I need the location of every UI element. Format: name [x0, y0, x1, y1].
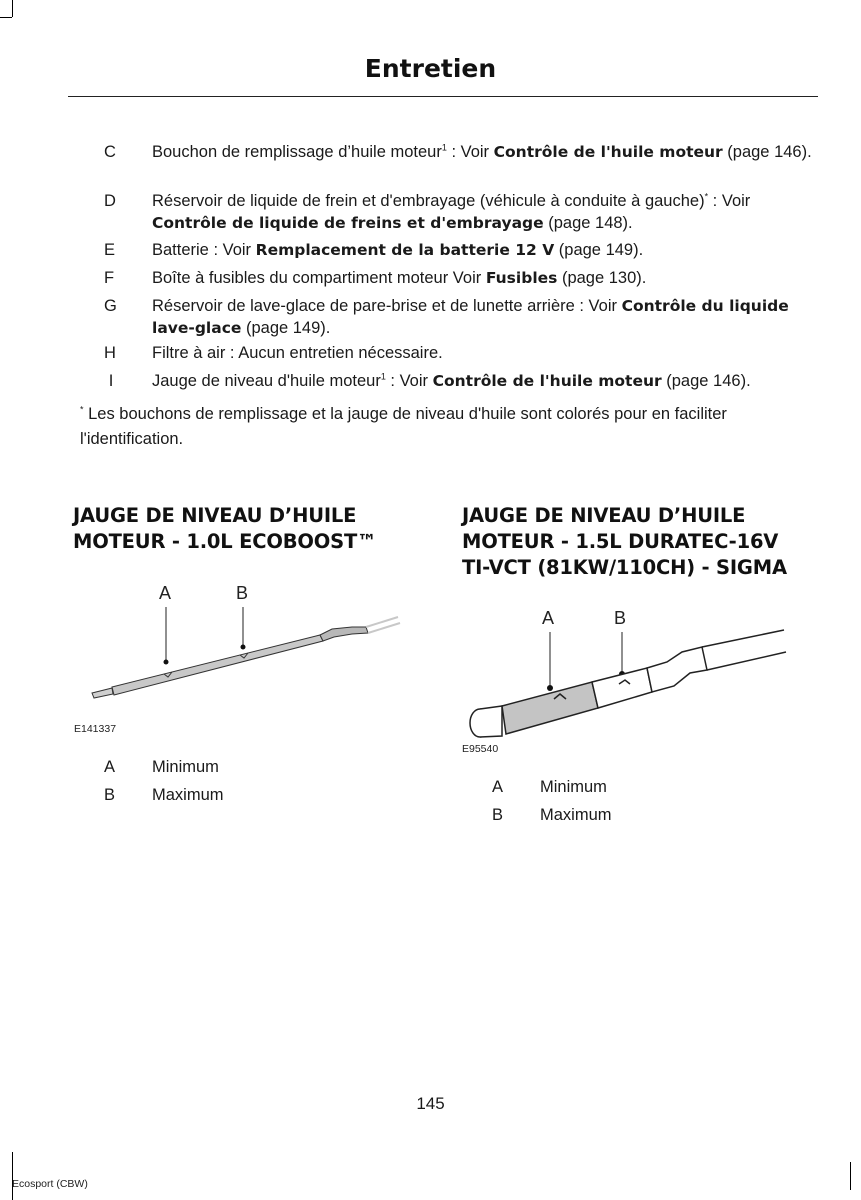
figure-legend-row: [104, 756, 404, 778]
leader-dot-b: [241, 645, 246, 650]
legend-text: [152, 141, 812, 163]
legend-text-part: (page 149).: [241, 319, 331, 337]
figure-legend-key: A: [492, 778, 504, 796]
dipstick-bend: [647, 647, 707, 692]
dipstick-tip: [92, 688, 113, 698]
legend-text-part: (page 148).: [543, 214, 633, 232]
section-title-line: MOTEUR - 1.5L DURATEC-16V: [462, 530, 779, 553]
figure-legend-value: Minimum: [540, 778, 607, 796]
legend-text: Filtre à air : Aucun entretien nécessaire.: [152, 344, 443, 362]
legend-text-part: Bouchon de remplissage d’huile moteur: [152, 143, 442, 161]
legend-key: C: [104, 143, 116, 161]
figure-legend-key: B: [492, 806, 504, 824]
header-divider: [68, 96, 818, 97]
legend-text: [152, 267, 812, 289]
figure-legend-key: A: [104, 758, 116, 776]
dipstick-blade: [112, 635, 323, 695]
cross-reference-link[interactable]: Contrôle de l'huile moteur: [493, 143, 723, 161]
cross-reference-link[interactable]: Fusibles: [485, 269, 558, 287]
page-title: Entretien: [364, 54, 497, 83]
crop-mark: [0, 17, 12, 18]
legend-key: E: [104, 241, 116, 259]
footnote-mark: *: [80, 404, 84, 415]
legend-text-part: (page 146).: [722, 143, 812, 161]
footnote-text: Les bouchons de remplissage et la jauge de niveau d'huile sont colorés pour en faciliter l'identification.: [80, 405, 727, 448]
page-number: 145: [416, 1094, 445, 1113]
cross-reference-link[interactable]: Remplacement de la batterie 12 V: [255, 241, 555, 259]
cross-reference-link[interactable]: Contrôle de l'huile moteur: [432, 372, 662, 390]
cross-reference-link[interactable]: Contrôle du liquide lave-glace: [152, 297, 789, 337]
section-title-line: TI-VCT (81KW/110CH) - SIGMA: [462, 556, 787, 579]
legend-text-part: Batterie : Voir: [152, 241, 256, 259]
footnote-ref: 1: [441, 142, 447, 153]
figure-legend-right: [492, 776, 792, 836]
dipstick-bend: [320, 627, 368, 641]
figure-legend-value: Minimum: [152, 758, 219, 776]
legend-text: [152, 190, 812, 234]
dipstick-shaft: [702, 630, 786, 670]
legend-text-part: Réservoir de liquide de frein et d'embrayage (véhicule à conduite à gauche): [152, 192, 705, 210]
figure-legend-value: Maximum: [152, 786, 224, 804]
legend-key: D: [104, 192, 116, 210]
legend-text: [152, 370, 812, 392]
dipstick-blade: [592, 668, 652, 708]
figure-code: E141337: [74, 723, 117, 735]
figure-legend-row: [104, 784, 404, 806]
leader-dot-a: [164, 660, 169, 665]
legend-key: H: [104, 344, 116, 362]
figure-code: E95540: [462, 743, 499, 755]
figure-label-a: A: [542, 608, 555, 628]
legend-key: I: [108, 372, 114, 390]
footer-model: Ecosport (CBW): [12, 1178, 88, 1190]
legend-key: F: [104, 269, 115, 287]
dipstick-illustration-ecoboost: [80, 575, 410, 705]
figure-legend-value: Maximum: [540, 806, 612, 824]
legend-text: [152, 295, 812, 339]
dipstick-handle: [480, 706, 502, 737]
legend-text-part: Boîte à fusibles du compartiment moteur Voir: [152, 269, 486, 287]
figure-legend-row: [492, 804, 792, 826]
legend-text-part: Jauge de niveau d'huile moteur: [152, 372, 381, 390]
figure-legend-left: [104, 756, 404, 816]
figure-label-b: B: [614, 608, 627, 628]
cross-reference-link[interactable]: Contrôle de liquide de freins et d'embrayage: [152, 214, 544, 232]
legend-text-part: Réservoir de lave-glace de pare-brise et de lunette arrière : Voir: [152, 297, 622, 315]
legend-key: G: [104, 297, 117, 315]
figure-legend-row: [492, 776, 792, 798]
figure-legend-key: B: [104, 786, 116, 804]
legend-text-part: : Voir: [385, 372, 433, 390]
legend-text-part: : Voir: [708, 192, 751, 210]
leader-dot-a: [547, 685, 553, 691]
footnote-ref: *: [704, 191, 709, 202]
section-title-line: JAUGE DE NIVEAU D’HUILE: [462, 504, 746, 527]
legend-text-part: (page 149).: [554, 241, 644, 259]
dipstick-shaft: [366, 617, 400, 633]
section-title-line: JAUGE DE NIVEAU D’HUILE: [73, 504, 357, 527]
dipstick-illustration-sigma: [462, 600, 792, 745]
section-title-line: MOTEUR - 1.0L ECOBOOST™: [73, 530, 377, 553]
footnote-ref: 1: [380, 371, 386, 382]
legend-text-part: : Voir: [446, 143, 494, 161]
figure-label-a: A: [159, 583, 172, 603]
crop-mark: [850, 1162, 851, 1190]
legend-text-part: (page 130).: [557, 269, 647, 287]
figure-label-b: B: [236, 583, 249, 603]
section-title-right: [462, 503, 842, 581]
legend-text-part: (page 146).: [661, 372, 751, 390]
crop-mark: [12, 0, 13, 17]
legend-text: [152, 239, 812, 261]
section-title-left: [73, 503, 433, 555]
crop-mark: [12, 1152, 13, 1200]
footnote: [80, 402, 815, 452]
